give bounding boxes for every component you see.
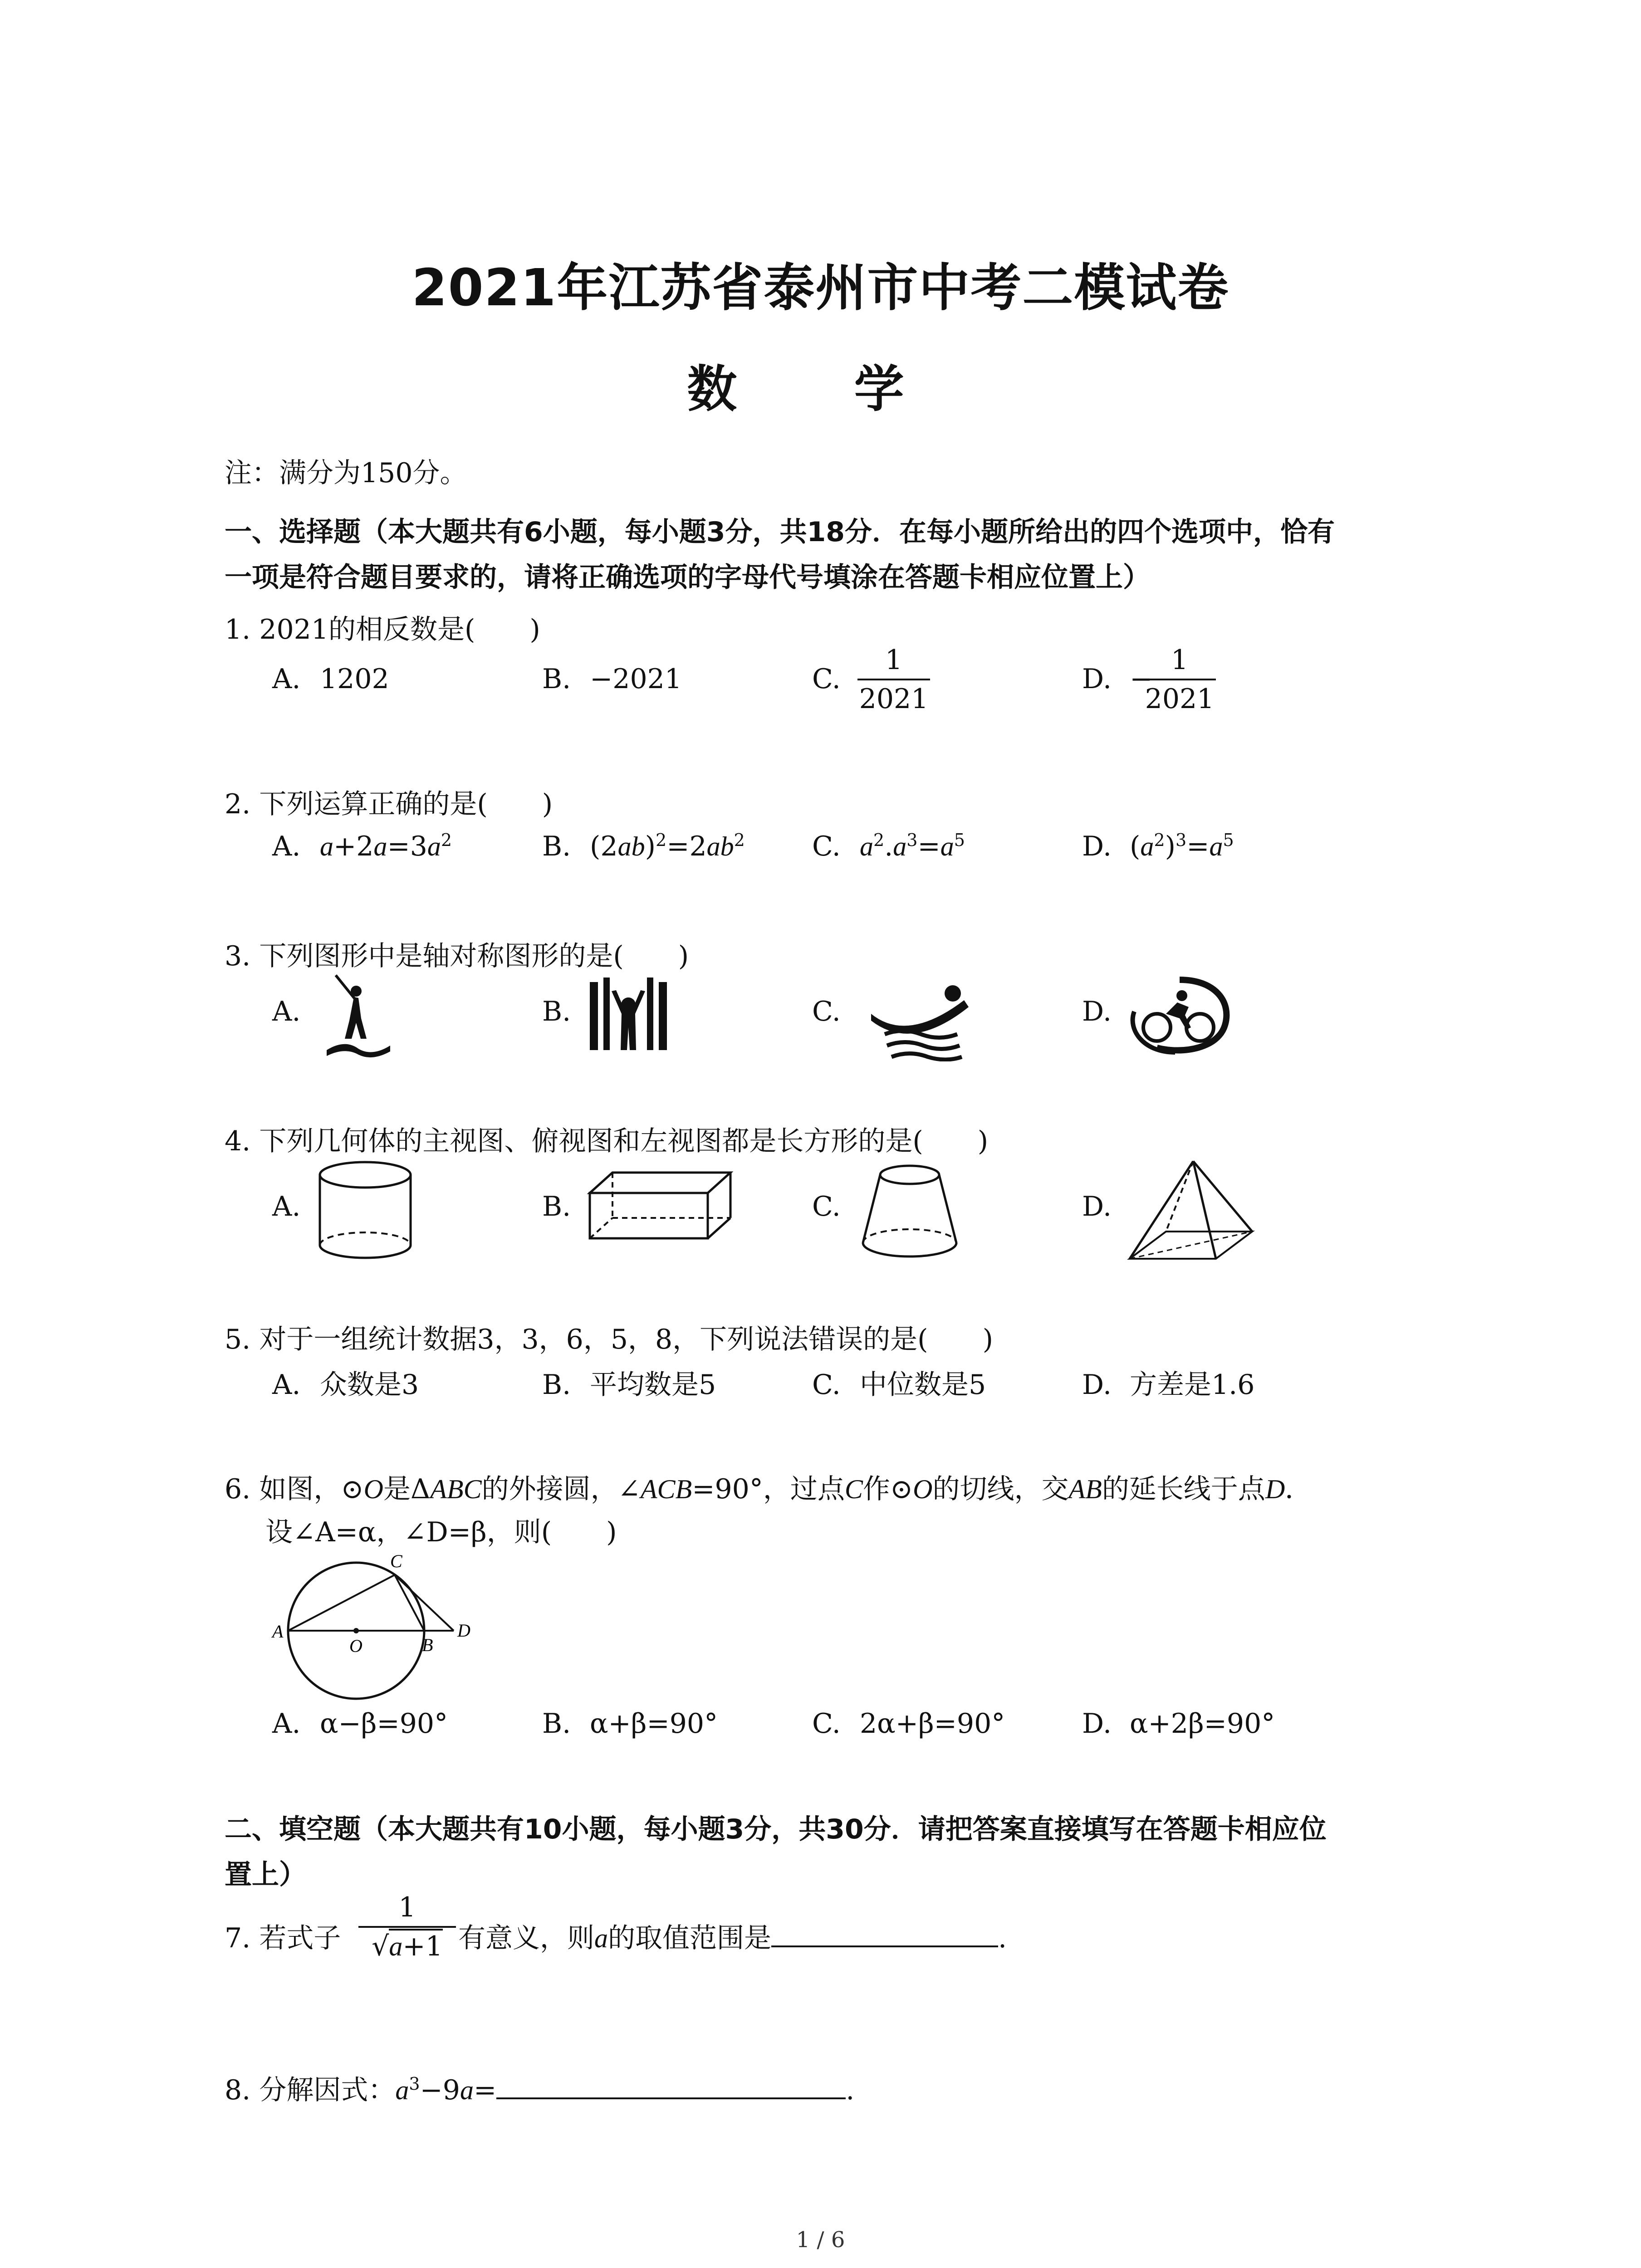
option-label: D. bbox=[1082, 831, 1112, 862]
numerator: 1 bbox=[885, 644, 903, 676]
q2-option-a bbox=[272, 830, 452, 862]
swimmer-icon bbox=[867, 975, 975, 1061]
q5-option-b bbox=[542, 1363, 716, 1402]
section1-header-line2: 一项是符合题目要求的，请将正确选项的字母代号填涂在答题卡相应位置上） bbox=[225, 562, 1150, 593]
q3-option-d-label: D. bbox=[1082, 996, 1112, 1027]
option-label: C. bbox=[812, 1708, 841, 1740]
fraction-bar bbox=[358, 1926, 456, 1928]
q5-option-a bbox=[272, 1363, 419, 1402]
q6-option-d bbox=[1082, 1708, 1275, 1740]
q2-stem: 2. 下列运算正确的是( ) bbox=[225, 788, 553, 820]
q8-period: . bbox=[846, 2074, 855, 2106]
option-label: D. bbox=[1082, 663, 1112, 695]
option-label: A. bbox=[272, 1369, 301, 1401]
option-text: α+2β=90° bbox=[1130, 1708, 1275, 1740]
option-text: 方差是1.6 bbox=[1130, 1369, 1255, 1401]
q7-fraction bbox=[358, 1892, 456, 1962]
circle-tangent-figure bbox=[254, 1547, 490, 1701]
option-label: C. bbox=[812, 1369, 841, 1401]
option-text: 众数是3 bbox=[320, 1369, 419, 1401]
point-a-label: A bbox=[272, 1621, 284, 1642]
option-text: α−β=90° bbox=[320, 1708, 448, 1740]
q1-option-d-fraction bbox=[1143, 644, 1216, 715]
fraction-bar bbox=[857, 679, 930, 680]
section2-header-line2: 置上） bbox=[225, 1859, 306, 1891]
numerator: 1 bbox=[1171, 644, 1189, 676]
option-label: A. bbox=[272, 663, 301, 695]
section2-header-line1: 二、填空题（本大题共有10小题，每小题3分，共30分．请把答案直接填写在答题卡相应位 bbox=[225, 1813, 1327, 1845]
numerator: 1 bbox=[398, 1892, 416, 1923]
q5-stem: 5. 对于一组统计数据3，3，6，5，8，下列说法错误的是( ) bbox=[225, 1324, 994, 1355]
q7-stem-prefix: 7. 若式子 bbox=[225, 1922, 341, 1954]
q6-stem-line2: 设∠A=α，∠D=β，则( ) bbox=[265, 1516, 617, 1548]
q7-period: . bbox=[998, 1922, 1007, 1954]
q5-option-c bbox=[812, 1363, 986, 1402]
option-formula: $(2ab)^2=2ab^2$ bbox=[590, 830, 745, 862]
q2-option-d bbox=[1082, 830, 1234, 862]
cylinder-icon bbox=[313, 1159, 417, 1263]
q8-prefix: 8. 分解因式： bbox=[225, 2074, 396, 2106]
point-o-label: O bbox=[349, 1636, 362, 1656]
option-formula: $a^2.a^3=a^5$ bbox=[860, 830, 965, 862]
option-text: 2α+β=90° bbox=[860, 1708, 1005, 1740]
golfer-icon bbox=[318, 971, 399, 1061]
option-label: D. bbox=[1082, 1708, 1112, 1740]
q1-option-c-fraction bbox=[857, 644, 930, 715]
q3-option-c-label: C. bbox=[812, 996, 841, 1027]
q8-stem bbox=[225, 2068, 854, 2107]
option-label: B. bbox=[542, 831, 571, 862]
q6-option-c bbox=[812, 1708, 1005, 1740]
option-text: −2021 bbox=[590, 663, 682, 695]
option-text: 中位数是5 bbox=[860, 1369, 986, 1401]
option-formula: $(a^2)^3=a^5$ bbox=[1130, 830, 1234, 862]
q7-text2: 的取值范围是 bbox=[608, 1922, 771, 1954]
q4-option-d-label: D. bbox=[1082, 1191, 1112, 1222]
q8-expression: $a^3-9a=$ bbox=[395, 2074, 497, 2106]
frustum-icon bbox=[857, 1161, 962, 1263]
q6-option-a bbox=[272, 1708, 448, 1740]
point-b-label: B bbox=[422, 1635, 433, 1655]
option-label: D. bbox=[1082, 1369, 1112, 1401]
q4-stem: 4. 下列几何体的主视图、俯视图和左视图都是长方形的是( ) bbox=[225, 1125, 989, 1157]
q6-option-b bbox=[542, 1708, 718, 1740]
denominator: 2021 bbox=[1145, 683, 1215, 715]
q1-stem: 1. 2021的相反数是( ) bbox=[225, 614, 540, 645]
fraction-bar bbox=[1143, 679, 1216, 680]
weightlifter-icon bbox=[585, 973, 671, 1059]
q3-option-a-label: A. bbox=[272, 996, 301, 1027]
answer-blank[interactable] bbox=[496, 2097, 846, 2099]
section1-header-line1: 一、选择题（本大题共有6小题，每小题3分，共18分．在每小题所给出的四个选项中，恰有 bbox=[225, 516, 1335, 548]
q7-text: 有意义，则 bbox=[458, 1922, 594, 1954]
denominator: 2021 bbox=[859, 683, 929, 715]
q7-variable: a bbox=[594, 1923, 608, 1953]
q3-option-b-label: B. bbox=[542, 996, 571, 1027]
q1-option-c-label: C. bbox=[812, 663, 841, 695]
cuboid-icon bbox=[585, 1168, 735, 1245]
q2-option-c bbox=[812, 830, 965, 862]
cyclist-icon bbox=[1125, 975, 1234, 1057]
q1-option-b bbox=[542, 663, 682, 695]
option-formula: $a+2a=3a^2$ bbox=[320, 830, 452, 862]
option-text: 平均数是5 bbox=[590, 1369, 716, 1401]
q4-option-c-label: C. bbox=[812, 1191, 841, 1222]
option-label: B. bbox=[542, 663, 571, 695]
q2-option-b bbox=[542, 830, 745, 862]
answer-blank[interactable] bbox=[771, 1945, 998, 1947]
q6-stem-line1: 6. 如图，⊙O是ΔABC的外接圆，∠ACB=90°，过点C作⊙O的切线，交AB的延长线于点D． bbox=[225, 1473, 1313, 1505]
subject-title: 数 学 bbox=[687, 360, 954, 418]
pyramid-icon bbox=[1125, 1157, 1257, 1266]
option-text: 1202 bbox=[320, 663, 389, 695]
q5-option-d bbox=[1082, 1363, 1254, 1402]
q4-option-a-label: A. bbox=[272, 1191, 301, 1222]
option-text: α+β=90° bbox=[590, 1708, 718, 1740]
q3-stem: 3. 下列图形中是轴对称图形的是( ) bbox=[225, 940, 689, 972]
denominator: √a+1 bbox=[358, 1931, 456, 1962]
q4-option-b-label: B. bbox=[542, 1191, 571, 1222]
q7-stem-suffix bbox=[458, 1916, 1007, 1955]
option-label: B. bbox=[542, 1369, 571, 1401]
page-number: 1 / 6 bbox=[796, 2227, 845, 2253]
minus-sign: − bbox=[1130, 663, 1153, 695]
option-label: A. bbox=[272, 831, 301, 862]
option-label: A. bbox=[272, 1708, 301, 1740]
q1-option-d-label bbox=[1082, 663, 1152, 695]
point-d-label: D bbox=[457, 1620, 470, 1641]
point-c-label: C bbox=[390, 1551, 402, 1571]
option-label: B. bbox=[542, 1708, 571, 1740]
score-note: 注：满分为150分。 bbox=[225, 457, 467, 489]
option-label: C. bbox=[812, 831, 841, 862]
q1-option-a bbox=[272, 663, 389, 695]
exam-title: 2021年江苏省泰州市中考二模试卷 bbox=[411, 259, 1230, 318]
